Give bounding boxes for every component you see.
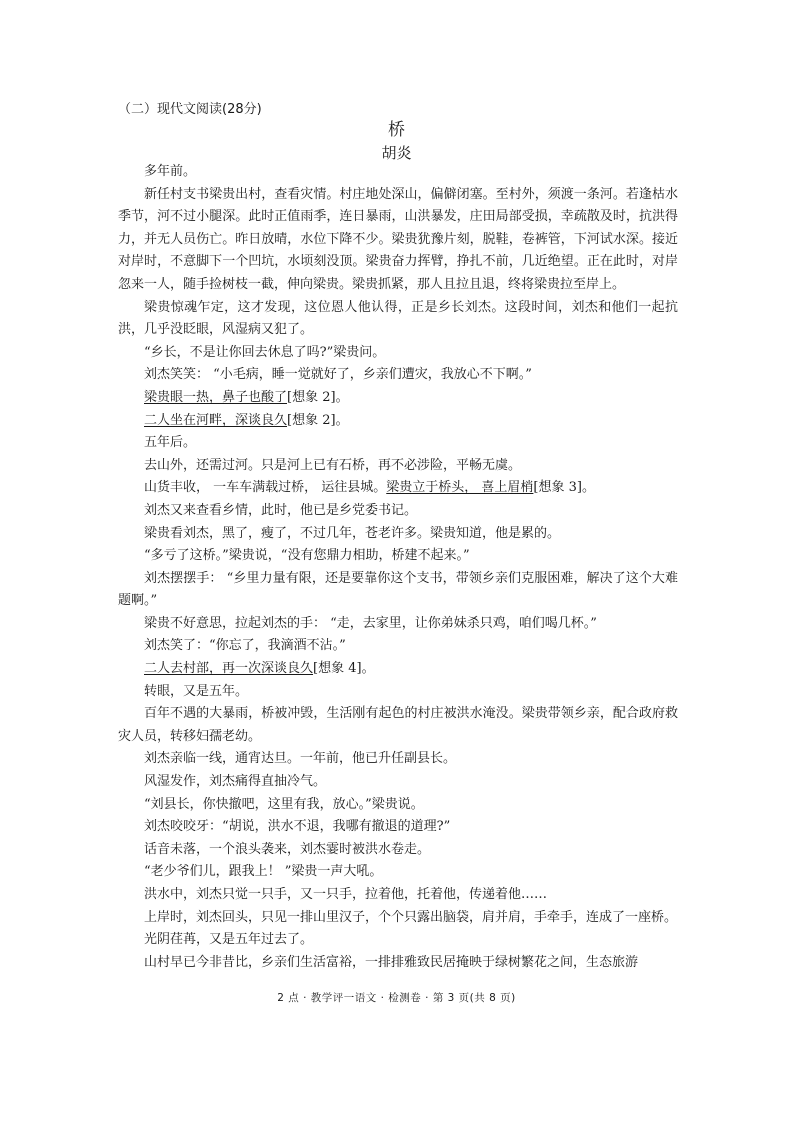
page-footer: 2 点 · 教学评一语文 · 检测卷 · 第 3 页(共 8 页)	[277, 992, 516, 1004]
paragraph	[118, 387, 678, 410]
paragraph: 刘杰笑了：“你忘了，我滴酒不沾。”	[144, 638, 346, 654]
paragraph: 梁贵惊魂乍定，这才发现，这位恩人他认得，正是乡长刘杰。这段时间，刘杰和他们一起抗洪，几乎没眨眼，风湿病又犯了。	[118, 299, 678, 338]
paragraph: 话音未落，一个浪头袭来，刘杰霎时被洪水卷走。	[144, 841, 431, 857]
paragraph: 风湿发作，刘杰痛得直抽冷气。	[144, 774, 327, 790]
annotation-tag: [想象 4]。	[313, 661, 375, 677]
annotation-tag: [想象 3]。	[533, 480, 595, 496]
underlined-text: 梁贵眼一热，鼻子也酸了	[144, 389, 288, 405]
paragraph	[118, 477, 678, 500]
paragraph: 新任村支书梁贵出村，查看灾情。村庄地处深山，偏僻闭塞。至村外，须渡一条河。若逢枯水季节，河不过小腿深。此时正值雨季，连日暴雨，山洪暴发，庄田局部受损，幸疏散及时，抗洪得力，并无人员伤亡。昨日放晴，水位下降不少。梁贵犹豫片刻，脱鞋，卷裤管，下河试水深。接近对岸时，不意脚下一个凹坑，水顷刻没顶。梁贵奋力挥臂，挣扎不前，几近绝望。正在此时，对岸忽来一人，随手捡树枝一截，伸向梁贵。梁贵抓紧，那人且拉且退，终将梁贵拉至岸上。	[118, 186, 678, 292]
paragraph: 梁贵不好意思，拉起刘杰的手： “走，去家里，让你弟妹杀只鸡，咱们喝几杯。”	[144, 615, 597, 631]
paragraph: 刘杰咬咬牙：“胡说，洪水不退，我哪有撤退的道理?”	[144, 819, 451, 835]
annotation-tag: [想象 2]。	[287, 389, 349, 405]
paragraph: “老少爷们儿，跟我上！ ”梁贵一声大吼。	[144, 864, 383, 880]
underlined-text: 二人去村部，再一次深谈良久	[144, 661, 314, 677]
paragraph: 上岸时，刘杰回头，只见一排山里汉子，个个只露出脑袋，肩并肩，手牵手，连成了一座桥。	[144, 909, 678, 925]
paragraph: 光阴荏苒，又是五年过去了。	[144, 932, 314, 948]
paragraph	[118, 658, 678, 681]
paragraph: 梁贵看刘杰，黑了，瘦了，不过几年，苍老许多。梁贵知道，他是累的。	[144, 525, 561, 541]
article-title: 桥	[388, 120, 405, 140]
paragraph: 五年后。	[144, 435, 197, 451]
paragraph: 多年前。	[144, 164, 197, 179]
paragraph: 刘杰摆摆手： “乡里力量有限，还是要靠你这个支书，带领乡亲们克服困难，解决了这个大难题啊。”	[118, 570, 678, 609]
paragraph: 山村早已今非昔比，乡亲们生活富裕，一排排雅致民居掩映于绿树繁花之间，生态旅游	[144, 954, 639, 970]
underlined-text: 梁贵立于桥头， 喜上眉梢	[386, 480, 534, 496]
paragraph-text: 山货丰收， 一车车满载过桥， 运往县城。	[144, 480, 387, 496]
paragraph: “刘县长，你快撤吧，这里有我，放心。”梁贵说。	[144, 796, 424, 812]
section-heading: （二）现代文阅读(28分)	[118, 102, 262, 117]
annotation-tag: [想象 2]。	[287, 412, 349, 428]
paragraph: 刘杰笑笑： “小毛病，睡一觉就好了，乡亲们遭灾，我放心不下啊。”	[144, 367, 532, 383]
paragraph: 刘杰亲临一线，通宵达旦。一年前，他已升任副县长。	[144, 751, 457, 767]
paragraph	[118, 410, 678, 433]
paragraph: 转眼，又是五年。	[144, 683, 249, 699]
paragraph: 洪水中，刘杰只觉一只手，又一只手，拉着他，托着他，传递着他……	[144, 887, 548, 902]
article-author: 胡炎	[381, 144, 412, 162]
paragraph: 刘杰又来查看乡情，此时，他已是乡党委书记。	[144, 502, 418, 518]
article-body	[118, 161, 678, 974]
paragraph: “多亏了这桥。”梁贵说，“没有您鼎力相助，桥建不起来。”	[144, 548, 470, 564]
underlined-text: 二人坐在河畔，深谈良久	[144, 412, 288, 428]
paragraph: 百年不遇的大暴雨，桥被冲毁，生活刚有起色的村庄被洪水淹没。梁贵带领乡亲，配合政府救灾人员，转移妇孺老幼。	[118, 706, 678, 744]
paragraph: “乡长，不是让你回去休息了吗?”梁贵问。	[144, 344, 386, 360]
paragraph: 去山外，还需过河。只是河上已有石桥，再不必涉险，平畅无虞。	[144, 457, 522, 473]
